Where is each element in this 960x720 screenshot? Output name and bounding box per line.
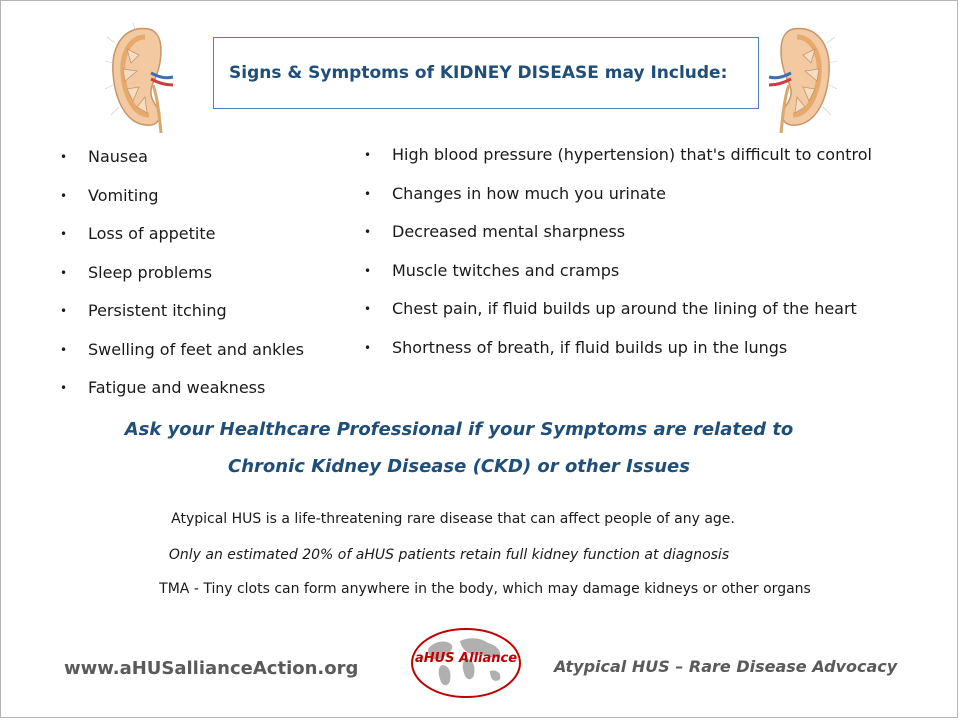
ask-line-2: Chronic Kidney Disease (CKD) or other Issues bbox=[228, 456, 690, 477]
bullet-icon: • bbox=[364, 225, 372, 239]
bullet-icon: • bbox=[364, 148, 372, 162]
bullet-icon: • bbox=[364, 186, 372, 201]
bullet-icon: • bbox=[364, 263, 372, 278]
bullet-icon: • bbox=[60, 381, 68, 395]
ahus-alliance-logo bbox=[406, 625, 526, 701]
bullet-icon: • bbox=[60, 265, 68, 280]
ask-line-1: Ask your Healthcare Professional if your Symptoms are related to bbox=[124, 419, 794, 440]
bullet-icon: • bbox=[60, 342, 68, 357]
bullet-icon: • bbox=[60, 188, 68, 203]
website-link[interactable]: www.aHUSallianceAction.org bbox=[64, 658, 359, 679]
page-title: Signs & Symptoms of KIDNEY DISEASE may Include: bbox=[229, 63, 728, 83]
info-line-3: TMA - Tiny clots can form anywhere in the body, which may damage kidneys or other organs bbox=[159, 581, 811, 597]
logo-text: aHUS Alliance bbox=[414, 651, 518, 666]
kidney-right-icon bbox=[767, 23, 837, 133]
bullet-icon: • bbox=[364, 302, 372, 316]
bullet-icon: • bbox=[60, 150, 68, 164]
bullet-icon: • bbox=[60, 227, 68, 241]
info-line-1: Atypical HUS is a life-threatening rare disease that can affect people of any age. bbox=[171, 511, 735, 527]
kidney-left-icon bbox=[105, 23, 175, 133]
tagline: Atypical HUS – Rare Disease Advocacy bbox=[554, 657, 898, 676]
bullet-icon: • bbox=[60, 304, 68, 318]
info-line-2: Only an estimated 20% of aHUS patients retain full kidney function at diagnosis bbox=[168, 547, 730, 563]
slide: Signs & Symptoms of KIDNEY DISEASE may Include: • Nausea • Vomiting • Loss of appetite • Sleep problems • Persistent itching • Swelling of feet and ankles • Fatigue and weakness • High blood pressure (hypertension) that's difficult to control • Changes in how much you urinate • Decreased mental sharpness • Muscle twitches and cramps • Chest pain, if fluid builds up around the lining of the heart • Shortness of breath, if fluid builds up in the lungs Ask your Healthcare Professional if your Symptoms are related to Chronic Kidney Disease (CKD) or other Issues Atypical HUS is a life-threatening rare disease that can affect people of any age. Only an estimated 20% of aHUS patients retain full kidney function at diagnosis TMA - Tiny clots can form anywhere in the body, which may damage kidneys or other organs www.aHUSallianceAction.org aHUS Alliance Atypical HUS – Rare Disease Advocacy bbox=[0, 0, 958, 718]
bullet-icon: • bbox=[364, 340, 372, 355]
title-box bbox=[213, 37, 759, 109]
